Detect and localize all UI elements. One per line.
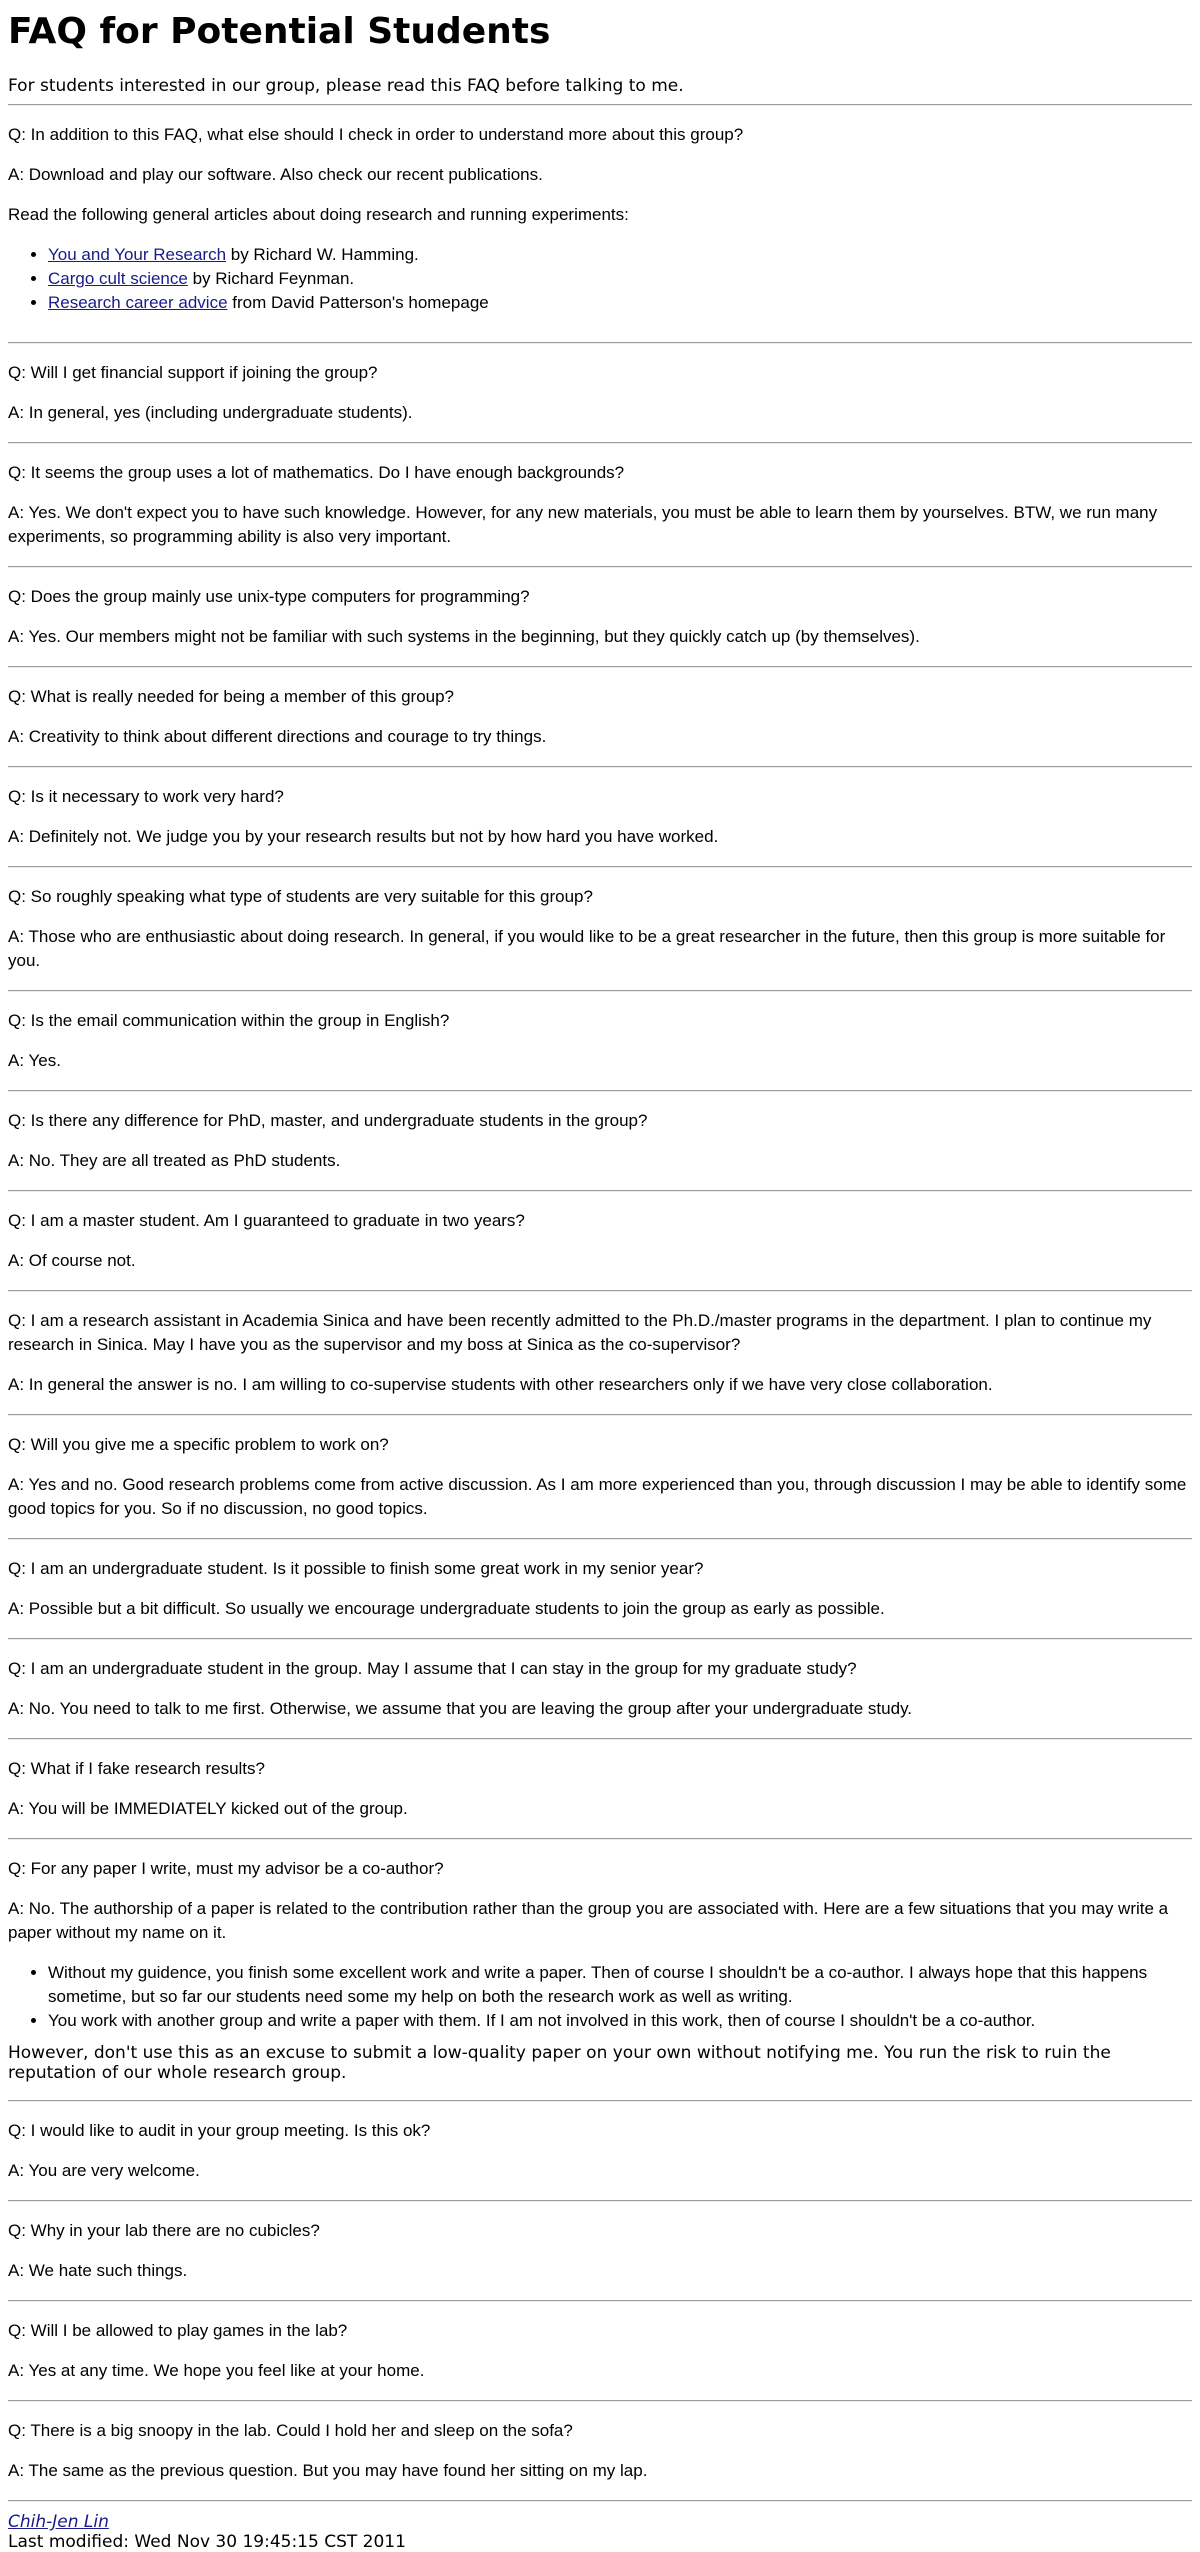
faq-question: Q: Is it necessary to work very hard?	[8, 787, 284, 806]
faq-item	[8, 2402, 1192, 2500]
faq-answer: A: Possible but a bit difficult. So usually we encourage undergraduate students to join the group as early as possible.	[8, 1599, 885, 1618]
faq-question: Q: What if I fake research results?	[8, 1759, 265, 1778]
faq-question: Q: I am a research assistant in Academia Sinica and have been recently admitted to the Ph.D./master programs in the department. I plan to continue my research in Sinica. May I have you as the supervisor and my boss at Sinica as the co-supervisor?	[8, 1311, 1152, 1354]
faq-question: Q: I am an undergraduate student in the group. May I assume that I can stay in the group for my graduate study?	[8, 1659, 857, 1678]
faq-answer: A: Definitely not. We judge you by your research results but not by how hard you have worked.	[8, 827, 719, 846]
faq-answer: A: You will be IMMEDIATELY kicked out of the group.	[8, 1799, 408, 1818]
faq-question: Q: Why in your lab there are no cubicles?	[8, 2221, 320, 2240]
faq-question: Q: Does the group mainly use unix-type computers for programming?	[8, 587, 530, 606]
faq-question: Q: I would like to audit in your group meeting. Is this ok?	[8, 2121, 431, 2140]
article-item	[48, 291, 1192, 315]
faq-item	[8, 668, 1192, 766]
faq-answer: A: No. You need to talk to me first. Otherwise, we assume that you are leaving the group after your undergraduate study.	[8, 1699, 913, 1718]
article-suffix: from David Patterson's homepage	[227, 293, 489, 312]
authorship-warning: However, don't use this as an excuse to submit a low-quality paper on your own without notifying me. You run the risk to ruin the reputation of our whole research group.	[8, 2043, 1111, 2083]
faq-question: Q: I am an undergraduate student. Is it possible to finish some great work in my senior year?	[8, 1559, 704, 1578]
faq-answer: A: Download and play our software. Also check our recent publications.	[8, 165, 543, 184]
faq-question: Q: So roughly speaking what type of students are very suitable for this group?	[8, 887, 593, 906]
author-link[interactable]: Chih-Jen Lin	[8, 2512, 109, 2532]
article-suffix: by Richard W. Hamming.	[226, 245, 419, 264]
faq-answer: A: Yes and no. Good research problems come from active discussion. As I am more experienced than you, through discussion I may be able to identify some good topics for you. So if no discussion, no good topics.	[8, 1475, 1187, 1518]
faq-question: Q: Will I get financial support if joining the group?	[8, 363, 378, 382]
article-list	[8, 243, 1192, 315]
faq-question: Q: Is the email communication within the group in English?	[8, 1011, 450, 1030]
article-item	[48, 243, 1192, 267]
faq-answer: A: The same as the previous question. But you may have found her sitting on my lap.	[8, 2461, 648, 2480]
page	[8, 10, 1192, 2552]
article-link-patterson[interactable]: Research career advice	[48, 293, 228, 312]
faq-item	[8, 1540, 1192, 1638]
article-item	[48, 267, 1192, 291]
faq-item	[8, 1292, 1192, 1414]
faq-answer: A: Creativity to think about different directions and courage to try things.	[8, 727, 547, 746]
footer	[8, 2502, 1192, 2552]
faq-item	[8, 568, 1192, 666]
faq-answer: A: You are very welcome.	[8, 2161, 200, 2180]
faq-answer: A: Those who are enthusiastic about doing research. In general, if you would like to be a great researcher in the future, then this group is more suitable for you.	[8, 927, 1166, 970]
faq-answer: A: Yes at any time. We hope you feel like at your home.	[8, 2361, 425, 2380]
faq-item	[8, 2102, 1192, 2200]
faq-answer: A: Yes. Our members might not be familiar with such systems in the beginning, but they quickly catch up (by themselves).	[8, 627, 920, 646]
faq-item-further-reading	[8, 106, 1192, 342]
faq-question: Q: In addition to this FAQ, what else should I check in order to understand more about this group?	[8, 125, 744, 144]
faq-item	[8, 1416, 1192, 1538]
faq-item	[8, 444, 1192, 566]
faq-item	[8, 1092, 1192, 1190]
authorship-situations	[8, 1961, 1192, 2033]
faq-item-authorship	[8, 1840, 1192, 2100]
faq-item	[8, 768, 1192, 866]
situation-item: • You work with another group and write a paper with them. If I am not involved in this work, then of course I shouldn't be a co-author.	[48, 2009, 1192, 2033]
faq-question: Q: For any paper I write, must my advisor be a co-author?	[8, 1859, 444, 1878]
intro-text: For students interested in our group, please read this FAQ before talking to me.	[8, 76, 684, 96]
faq-question: Q: Will I be allowed to play games in the lab?	[8, 2321, 348, 2340]
last-modified: Last modified: Wed Nov 30 19:45:15 CST 2011	[8, 2532, 406, 2552]
article-link-feynman[interactable]: Cargo cult science	[48, 269, 188, 288]
faq-answer: A: We hate such things.	[8, 2261, 188, 2280]
faq-question: Q: Will you give me a specific problem to work on?	[8, 1435, 389, 1454]
faq-question: Q: What is really needed for being a member of this group?	[8, 687, 455, 706]
faq-question: Q: I am a master student. Am I guaranteed to graduate in two years?	[8, 1211, 525, 1230]
faq-list-b	[8, 2102, 1192, 2502]
faq-answer: A: Yes. We don't expect you to have such knowledge. However, for any new materials, you must be able to learn them by yourselves. BTW, we run many experiments, so programming ability is also very important.	[8, 503, 1158, 546]
article-suffix: by Richard Feynman.	[187, 269, 355, 288]
faq-list-a	[8, 344, 1192, 1840]
faq-item	[8, 344, 1192, 442]
faq-item	[8, 2302, 1192, 2400]
faq-item	[8, 1640, 1192, 1738]
faq-answer: A: In general, yes (including undergraduate students).	[8, 403, 413, 422]
faq-answer: A: Yes.	[8, 1051, 61, 1070]
faq-item	[8, 1192, 1192, 1290]
faq-answer: A: In general the answer is no. I am willing to co-supervise students with other researchers only if we have very close collaboration.	[8, 1375, 993, 1394]
faq-answer: A: No. The authorship of a paper is related to the contribution rather than the group you are associated with. Here are a few situations that you may write a paper without my name on it.	[8, 1899, 1169, 1942]
faq-item	[8, 1740, 1192, 1838]
faq-item	[8, 992, 1192, 1090]
faq-answer: A: No. They are all treated as PhD students.	[8, 1151, 341, 1170]
reading-intro: Read the following general articles about doing research and running experiments:	[8, 205, 629, 224]
faq-question: Q: It seems the group uses a lot of mathematics. Do I have enough backgrounds?	[8, 463, 625, 482]
faq-item	[8, 2202, 1192, 2300]
situation-item: • Without my guidence, you finish some excellent work and write a paper. Then of course I shouldn't be a co-author. I always hope that this happens sometime, but so far our students need some my help on both the research work as well as writing.	[48, 1961, 1192, 2009]
faq-answer: A: Of course not.	[8, 1251, 136, 1270]
page-title: FAQ for Potential Students	[8, 11, 551, 52]
article-link-hamming[interactable]: You and Your Research	[48, 245, 227, 264]
faq-item	[8, 868, 1192, 990]
faq-question: Q: There is a big snoopy in the lab. Could I hold her and sleep on the sofa?	[8, 2421, 573, 2440]
faq-question: Q: Is there any difference for PhD, master, and undergraduate students in the group?	[8, 1111, 648, 1130]
